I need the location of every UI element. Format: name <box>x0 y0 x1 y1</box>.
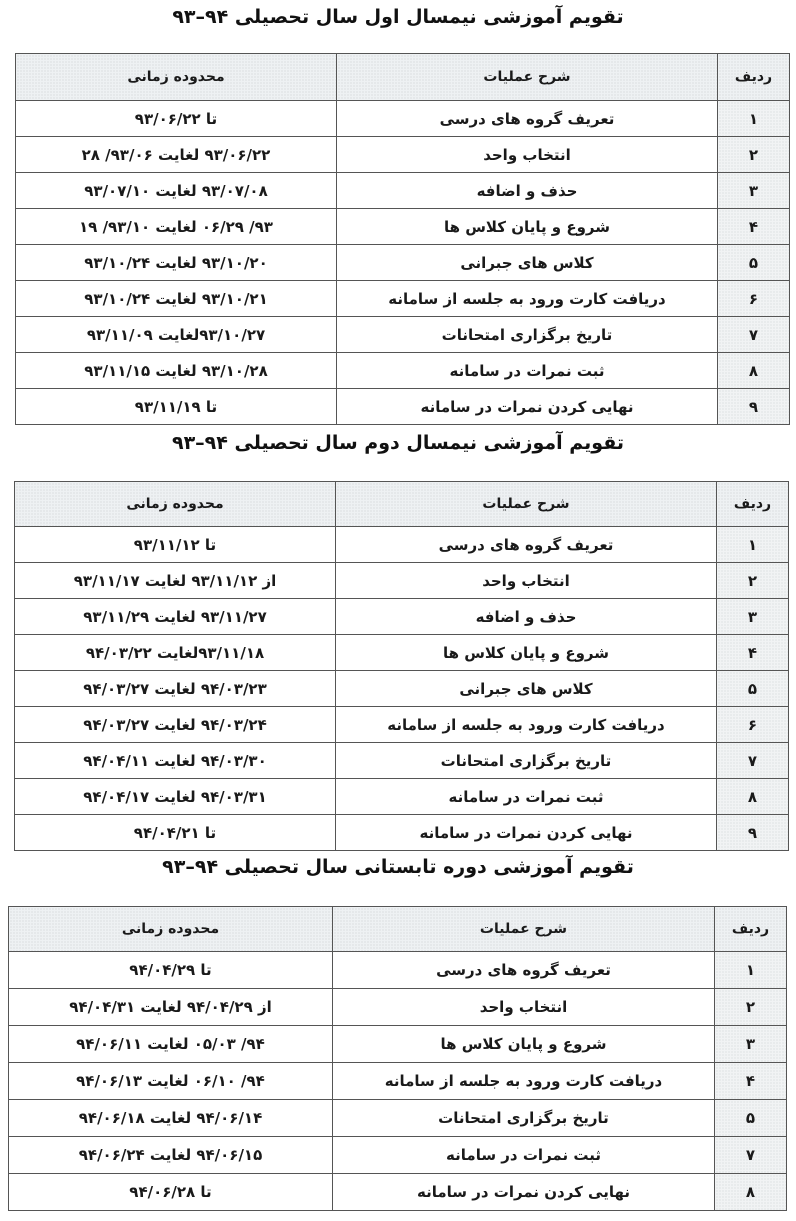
description-cell: نهایی کردن نمرات در سامانه <box>337 389 718 425</box>
header-row-number: ردیف <box>717 482 789 527</box>
time-range-cell: ۹۳/۱۱/۲۷ لغایت ۹۳/۱۱/۲۹ <box>15 599 336 635</box>
row-number-cell: ۳ <box>718 173 790 209</box>
time-range-cell: ۹۴/ ۰۶/۱۰ لغایت ۹۴/۰۶/۱۳ <box>9 1063 333 1100</box>
row-number-cell: ۷ <box>718 317 790 353</box>
description-cell: تعریف گروه های درسی <box>336 527 717 563</box>
section-title-first-semester: تقویم آموزشی نیمسال اول سال تحصیلی ۹۴–۹۳ <box>172 6 624 28</box>
description-cell: کلاس های جبرانی <box>336 671 717 707</box>
description-cell: تاریخ برگزاری امتحانات <box>337 317 718 353</box>
time-range-cell: تا ۹۴/۰۴/۲۱ <box>15 815 336 851</box>
description-cell: تعریف گروه های درسی <box>333 952 715 989</box>
table-row <box>16 245 790 281</box>
table-row <box>15 599 789 635</box>
time-range-cell: ۹۳/۱۱/۱۸لغایت ۹۴/۰۳/۲۲ <box>15 635 336 671</box>
row-number-cell: ۹ <box>717 815 789 851</box>
row-number-cell: ۸ <box>718 353 790 389</box>
table-row <box>15 671 789 707</box>
table-row <box>9 989 787 1026</box>
description-cell: انتخاب واحد <box>333 989 715 1026</box>
table-row <box>16 353 790 389</box>
table-row <box>16 137 790 173</box>
table-row <box>9 1063 787 1100</box>
header-description: شرح عملیات <box>337 54 718 101</box>
time-range-cell: ۹۴/۰۳/۲۴ لغایت ۹۴/۰۳/۲۷ <box>15 707 336 743</box>
row-number-cell: ۷ <box>715 1137 787 1174</box>
time-range-cell: ۹۳/۱۰/۲۱ لغایت ۹۳/۱۰/۲۴ <box>16 281 337 317</box>
calendar-table-second-semester <box>14 481 789 851</box>
row-number-cell: ۲ <box>715 989 787 1026</box>
row-number-cell: ۶ <box>717 707 789 743</box>
row-number-cell: ۶ <box>718 281 790 317</box>
row-number-cell: ۱ <box>718 101 790 137</box>
time-range-cell: ۹۳/۱۰/۲۸ لغایت ۹۳/۱۱/۱۵ <box>16 353 337 389</box>
table-row <box>16 173 790 209</box>
row-number-cell: ۳ <box>715 1026 787 1063</box>
table-row <box>15 779 789 815</box>
header-time-range: محدوده زمانی <box>16 54 337 101</box>
time-range-cell: تا ۹۳/۱۱/۱۹ <box>16 389 337 425</box>
time-range-cell: از ۹۳/۱۱/۱۲ لغایت ۹۳/۱۱/۱۷ <box>15 563 336 599</box>
time-range-cell: ۹۴/۰۳/۳۱ لغایت ۹۴/۰۴/۱۷ <box>15 779 336 815</box>
description-cell: دریافت کارت ورود به جلسه از سامانه <box>333 1063 715 1100</box>
description-cell: نهایی کردن نمرات در سامانه <box>336 815 717 851</box>
row-number-cell: ۱ <box>715 952 787 989</box>
row-number-cell: ۵ <box>715 1100 787 1137</box>
table-row <box>15 743 789 779</box>
description-cell: انتخاب واحد <box>336 563 717 599</box>
table-row <box>16 209 790 245</box>
header-row-number: ردیف <box>715 907 787 952</box>
time-range-cell: ۹۳/۰۶/۲۲ لغایت ۹۳/۰۶/ ۲۸ <box>16 137 337 173</box>
description-cell: حذف و اضافه <box>336 599 717 635</box>
row-number-cell: ۷ <box>717 743 789 779</box>
table-row <box>9 1137 787 1174</box>
row-number-cell: ۴ <box>717 635 789 671</box>
time-range-cell: ۹۳/۱۰/۲۰ لغایت ۹۳/۱۰/۲۴ <box>16 245 337 281</box>
description-cell: شروع و پایان کلاس ها <box>333 1026 715 1063</box>
table-row <box>15 563 789 599</box>
time-range-cell: ۹۴/۰۶/۱۴ لغایت ۹۴/۰۶/۱۸ <box>9 1100 333 1137</box>
time-range-cell: تا ۹۳/۰۶/۲۲ <box>16 101 337 137</box>
table-row <box>16 317 790 353</box>
row-number-cell: ۵ <box>717 671 789 707</box>
description-cell: تاریخ برگزاری امتحانات <box>333 1100 715 1137</box>
description-cell: شروع و پایان کلاس ها <box>336 635 717 671</box>
time-range-cell: از ۹۴/۰۴/۲۹ لغایت ۹۴/۰۴/۳۱ <box>9 989 333 1026</box>
section-title-second-semester: تقویم آموزشی نیمسال دوم سال تحصیلی ۹۴–۹۳ <box>171 432 625 454</box>
table-row <box>16 281 790 317</box>
time-range-cell: ۹۴/۰۳/۳۰ لغایت ۹۴/۰۴/۱۱ <box>15 743 336 779</box>
time-range-cell: تا ۹۴/۰۶/۲۸ <box>9 1174 333 1211</box>
row-number-cell: ۹ <box>718 389 790 425</box>
description-cell: تعریف گروه های درسی <box>337 101 718 137</box>
description-cell: حذف و اضافه <box>337 173 718 209</box>
row-number-cell: ۴ <box>715 1063 787 1100</box>
row-number-cell: ۸ <box>715 1174 787 1211</box>
time-range-cell: ۹۴/۰۶/۱۵ لغایت ۹۴/۰۶/۲۴ <box>9 1137 333 1174</box>
time-range-cell: ۹۳/۰۷/۰۸ لغایت ۹۳/۰۷/۱۰ <box>16 173 337 209</box>
row-number-cell: ۱ <box>717 527 789 563</box>
description-cell: ثبت نمرات در سامانه <box>337 353 718 389</box>
table-row <box>9 1026 787 1063</box>
time-range-cell: تا ۹۳/۱۱/۱۲ <box>15 527 336 563</box>
table-row <box>15 635 789 671</box>
time-range-cell: ۹۴/ ۰۵/۰۳ لغایت ۹۴/۰۶/۱۱ <box>9 1026 333 1063</box>
table-row <box>15 815 789 851</box>
table-row <box>15 707 789 743</box>
header-description: شرح عملیات <box>336 482 717 527</box>
description-cell: دریافت کارت ورود به جلسه از سامانه <box>336 707 717 743</box>
header-description: شرح عملیات <box>333 907 715 952</box>
header-time-range: محدوده زمانی <box>9 907 333 952</box>
table-row <box>9 952 787 989</box>
header-row-number: ردیف <box>718 54 790 101</box>
time-range-cell: ۹۴/۰۳/۲۳ لغایت ۹۴/۰۳/۲۷ <box>15 671 336 707</box>
row-number-cell: ۵ <box>718 245 790 281</box>
calendar-table-first-semester <box>15 53 790 425</box>
table-row <box>9 1174 787 1211</box>
description-cell: انتخاب واحد <box>337 137 718 173</box>
table-row <box>9 1100 787 1137</box>
table-row <box>15 527 789 563</box>
description-cell: تاریخ برگزاری امتحانات <box>336 743 717 779</box>
row-number-cell: ۲ <box>718 137 790 173</box>
time-range-cell: ۹۳/ ۰۶/۲۹ لغایت ۹۳/۱۰/ ۱۹ <box>16 209 337 245</box>
time-range-cell: تا ۹۴/۰۴/۲۹ <box>9 952 333 989</box>
time-range-cell: ۹۳/۱۰/۲۷لغایت ۹۳/۱۱/۰۹ <box>16 317 337 353</box>
row-number-cell: ۲ <box>717 563 789 599</box>
description-cell: ثبت نمرات در سامانه <box>333 1137 715 1174</box>
row-number-cell: ۳ <box>717 599 789 635</box>
description-cell: شروع و پایان کلاس ها <box>337 209 718 245</box>
header-time-range: محدوده زمانی <box>15 482 336 527</box>
description-cell: کلاس های جبرانی <box>337 245 718 281</box>
section-title-summer-term: تقویم آموزشی دوره تابستانی سال تحصیلی ۹۴–۹۳ <box>162 856 634 878</box>
description-cell: نهایی کردن نمرات در سامانه <box>333 1174 715 1211</box>
table-row <box>16 389 790 425</box>
table-row <box>16 101 790 137</box>
row-number-cell: ۴ <box>718 209 790 245</box>
description-cell: ثبت نمرات در سامانه <box>336 779 717 815</box>
row-number-cell: ۸ <box>717 779 789 815</box>
description-cell: دریافت کارت ورود به جلسه از سامانه <box>337 281 718 317</box>
calendar-table-summer-term <box>8 906 787 1211</box>
